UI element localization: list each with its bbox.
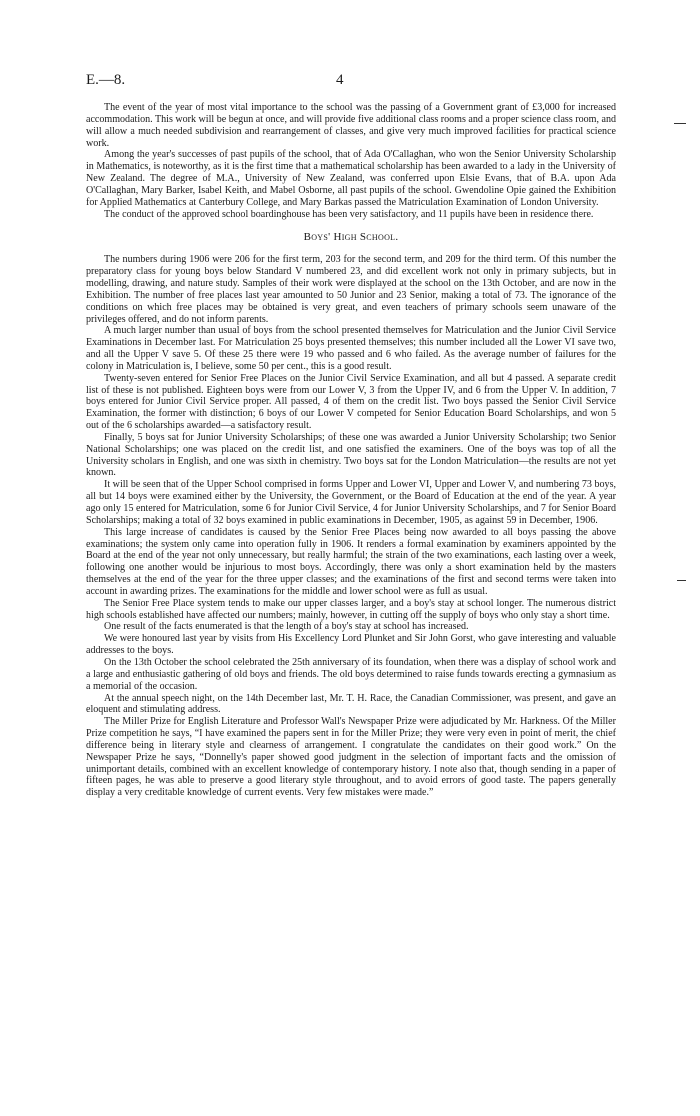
paragraph: The event of the year of most vital importance to the school was the passing of a Government grant of £3,000 for increased accommodation. This work will be begun at once, and will provide five additional class rooms and a proper science class room, and will allow a much needed subdivision and rearrangement of classes, and give very much improved facilities for practical science work. (86, 102, 616, 149)
margin-mark (677, 580, 686, 581)
paragraph: At the annual speech night, on the 14th December last, Mr. T. H. Race, the Canadian Commissioner, was present, and gave an eloquent and stimulating address. (86, 692, 616, 716)
paragraph: The Senior Free Place system tends to make our upper classes larger, and a boy's stay at school longer. The numerous district high schools established have affected our numbers; mainly, however, in cutting off the supply of boys who only stay a short time. (86, 597, 616, 621)
paragraph: Finally, 5 boys sat for Junior University Scholarships; of these one was awarded a Junior University Scholarship; two Senior National Scholarships; one was placed on the credit list, and one satisfied the examiners. One of the boys was top of all the University scholars in English, and one was sixth in chemistry. Two boys sat for the London Matriculation—the results are not yet known. (86, 431, 616, 479)
paragraph: It will be seen that of the Upper School comprised in forms Upper and Lower VI, Upper and Lower V, and numbering 73 boys, all but 14 boys were examined either by the University, the Government, or the Board of Education at the end of the year. A year ago only 15 entered for Matriculation, some 6 for Junior Civil Service, 4 for Junior University Scholarships, and 7 for Senior Board Scholarships; making a total of 32 boys examined in public examinations in December, 1905, as against 59 in December, 1906. (86, 479, 616, 526)
paragraph: Twenty-seven entered for Senior Free Places on the Junior Civil Service Examination, and all but 4 passed. A separate credit list of these is not published. Eighteen boys were from our Lower V, 3 from the Upper IV, and 6 from the Upper V. In addition, 7 boys entered for Junior Civil Service proper. All passed, 4 of them on the credit list. Two boys passed the Senior Civil Service Examination, the former with distinction; 6 boys of our Lower V competed for Senior Education Board Scholarships, and won 5 out of the 6 scholarships awarded—a satisfactory result. (86, 372, 616, 432)
paragraph: On the 13th October the school celebrated the 25th anniversary of its foundation, when there was a display of school work and a large and enthusiastic gathering of old boys and friends. The old boys determined to raise funds towards erecting a gymnasium as a memorial of the occasion. (86, 656, 616, 692)
page-number: 4 (336, 72, 344, 88)
section-heading: Boys' High School. (303, 231, 399, 244)
paragraph: The Miller Prize for English Literature and Professor Wall's Newspaper Prize were adjudicated by Mr. Harkness. Of the Miller Prize competition he says, “I have examined the papers sent in for the Miller Prize; they were very even in point of merit, the chief difference being in literary style and clearness of arrangement. I congratulate the candidates on their good work.” On the Newspaper Prize he says, “Donnelly's paper showed good judgment in the selection of important facts and the omission of unimportant details, combined with an excellent knowledge of contemporary history. I note also that, though sending in a paper of fifteen pages, he was able to preserve a good literary style throughout, and to avoid errors of good taste. The papers generally display a very creditable knowledge of current events. Very few mistakes were made.” (86, 716, 616, 799)
paragraph: This large increase of candidates is caused by the Senior Free Places being now awarded to all boys passing the above examinations; the system only came into operation fully in 1906. It renders a formal examination by examiners appointed by the Board at the end of the year not only unnecessary, but really harmful; the strain of the two examinations, each lasting over a week, following one another would be injurious to most boys. Accordingly, there was only a short examination held by the masters themselves at the end of the year for the three upper classes; and the examinations of the first and second terms were taken into account in awarding prizes. The examinations for the middle and lower school were as full as usual. (86, 526, 616, 597)
paragraph: Among the year's successes of past pupils of the school, that of Ada O'Callaghan, who won the Senior University Scholarship in Mathematics, is noteworthy, as it is the first time that a mathematical scholarship has been awarded to a lady in the University of New Zealand. The degree of M.A., University of New Zealand, was conferred upon Elsie Evans, that of B.A. upon Ada O'Callaghan, Mary Barker, Isabel Keith, and Mabel Osborne, all past pupils of the school. Gwendoline Opie gained the Exhibition for Applied Mathematics at Canterbury College, and Mary Barkas passed the Matriculation Examination of London University. (86, 149, 616, 208)
document-reference: E.—8. (86, 72, 126, 88)
page-body (86, 102, 616, 799)
paragraph: The numbers during 1906 were 206 for the first term, 203 for the second term, and 209 for the third term. Of this number the preparatory class for young boys below Standard V numbered 23, and did excellent work not only in primary subjects, but in modelling, drawing, and nature study. Samples of their work were displayed at the school on the 13th October, and are now in the Exhibition. The number of free places last year amounted to 50 Junior and 23 Senior, making a total of 73. The ignorance of the conditions on which free places may be obtained is very great, and even teachers of primary schools seem unaware of the privileges offered, and do not inform parents. (86, 254, 616, 325)
paragraph: The conduct of the approved school boardinghouse has been very satisfactory, and 11 pupils have been in residence there. (104, 208, 594, 220)
paragraph: A much larger number than usual of boys from the school presented themselves for Matriculation and the Junior Civil Service Examinations in December last. For Matriculation 25 boys presented themselves; this number included all the Lower VI save two, and all the Upper V save 5. Of these 25 there were 19 who passed and 6 who failed. As the average number of failures for the colony in Matriculation is, I believe, some 50 per cent., this is a good result. (86, 325, 616, 372)
page-header (86, 72, 616, 89)
paragraph: One result of the facts enumerated is that the length of a boy's stay at school has increased. (104, 621, 469, 633)
paragraph: We were honoured last year by visits from His Excellency Lord Plunket and Sir John Gorst, who gave interesting and valuable addresses to the boys. (86, 633, 616, 657)
margin-mark (674, 123, 686, 124)
